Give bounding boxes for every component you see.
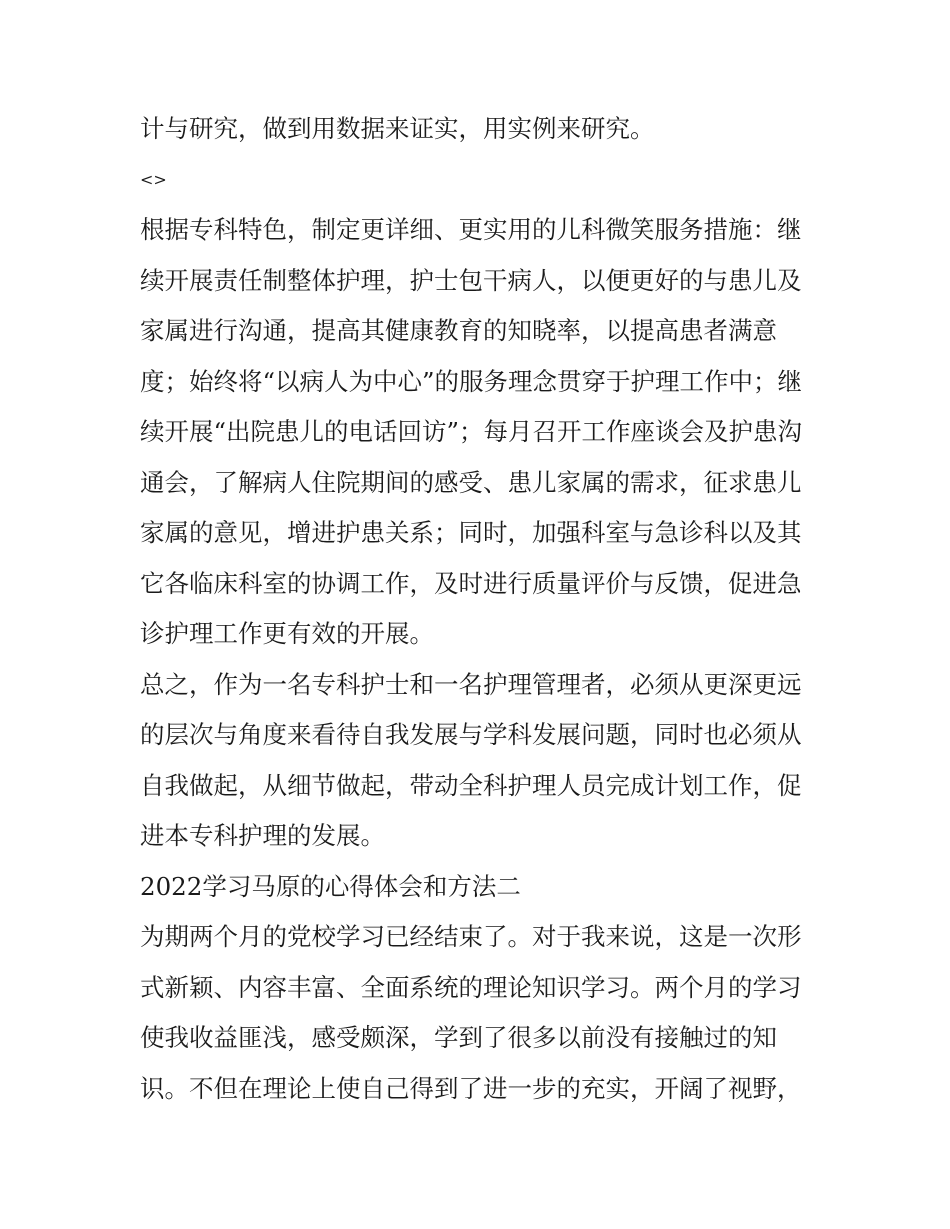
text-line: 进本专科护理的发展。 — [140, 821, 385, 850]
text-line: 诊护理工作更有效的开展。 — [140, 619, 434, 648]
text-line: <> — [140, 169, 167, 189]
text-line: 它各临床科室的协调工作，及时进行质量评价与反馈，促进急 — [140, 568, 802, 598]
body-text — [140, 104, 820, 1114]
text-line: 自我做起，从细节做起，带动全科护理人员完成计划工作，促 — [140, 770, 802, 800]
text-line: 家属进行沟通，提高其健康教育的知晓率，以提高患者满意 — [140, 316, 777, 345]
text-line: 通会，了解病人住院期间的感受、患儿家属的需求，征求患儿 — [140, 467, 802, 497]
text-line: 续开展“出院患儿的电话回访”；每月召开工作座谈会及护患沟 — [140, 417, 803, 446]
text-line: 的层次与角度来看待自我发展与学科发展问题，同时也必须从 — [140, 720, 802, 749]
text-line: 识。不但在理论上使自己得到了进一步的充实，开阔了视野， — [140, 1073, 802, 1103]
text-line: 度；始终将“以病人为中心”的服务理念贯穿于护理工作中；继 — [140, 366, 803, 396]
text-line: 计与研究，做到用数据来证实，用实例来研究。 — [140, 114, 655, 143]
text-line: 总之，作为一名专科护士和一名护理管理者，必须从更深更远 — [140, 669, 802, 699]
text-line: 家属的意见，增进护患关系；同时，加强科室与急诊科以及其 — [140, 518, 802, 547]
text-line: 根据专科特色，制定更详细、更实用的儿科微笑服务措施：继 — [140, 215, 802, 244]
text-line: 使我收益匪浅，感受颇深，学到了很多以前没有接触过的知 — [140, 1023, 777, 1052]
section-heading: 2022学习马原的心得体会和方法二 — [140, 871, 521, 901]
text-line: 式新颖、内容丰富、全面系统的理论知识学习。两个月的学习 — [140, 972, 802, 1002]
text-line: 续开展责任制整体护理，护士包干病人，以便更好的与患儿及 — [140, 265, 802, 295]
text-line: 为期两个月的党校学习已经结束了。对于我来说，这是一次形 — [140, 922, 802, 951]
